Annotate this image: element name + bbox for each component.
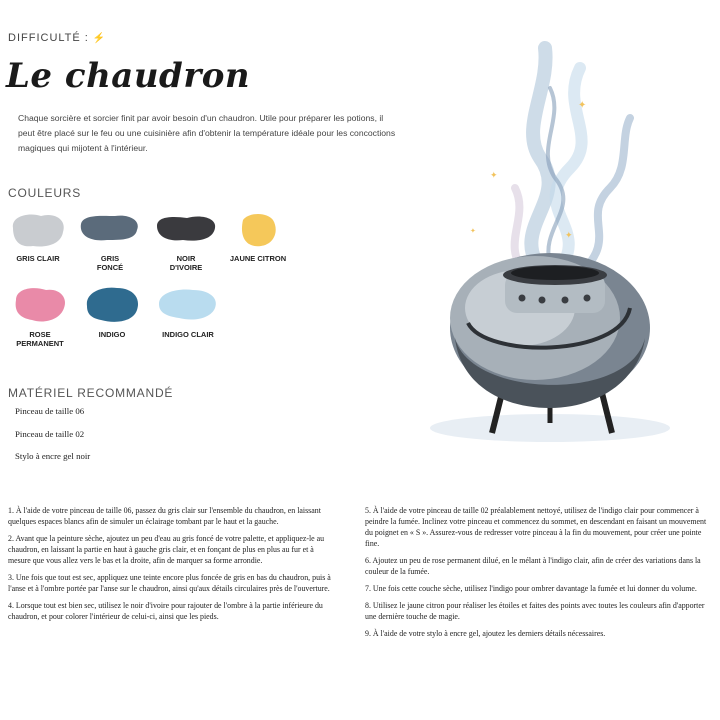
lightning-bolt-icon: ⚡ <box>92 33 107 44</box>
svg-text:✦: ✦ <box>578 100 587 111</box>
swatch-rose-permanent <box>4 284 76 348</box>
swatch-indigo-clair <box>152 284 224 339</box>
swatch-label: JAUNE CITRON <box>229 254 287 263</box>
colors-heading: COULEURS <box>8 186 82 200</box>
steps-right-column <box>365 505 710 645</box>
material-item: Pinceau de taille 02 <box>15 429 85 439</box>
paint-blob-icon <box>10 284 70 326</box>
swatch-gris-clair <box>2 210 74 263</box>
paint-blob-icon <box>155 284 221 326</box>
material-item: Stylo à encre gel noir <box>15 451 91 461</box>
paint-blob-icon <box>7 210 69 250</box>
step-item: 4. Lorsque tout est bien sec, utilisez le noir d'ivoire pour rajouter de l'ombre à la partie inférieure du chaudron, et pour colorer l'intérieur de celui-ci, ainsi que les pieds. <box>8 601 323 621</box>
swatch-label: GRIS CLAIR <box>16 254 60 263</box>
step-item: 9. À l'aide de votre stylo à encre gel, ajoutez les derniers détails nécessaires. <box>365 629 606 638</box>
swatch-indigo <box>76 284 148 339</box>
materials-heading: MATÉRIEL RECOMMANDÉ <box>8 386 174 400</box>
difficulty-label: DIFFICULTÉ : <box>8 32 89 44</box>
swatch-label: INDIGO <box>98 330 126 339</box>
step-item: 5. À l'aide de votre pinceau de taille 02 préalablement nettoyé, utilisez de l'indigo clair pour commencer à peindre la fumée. Inclinez votre pinceau et commencez du sommet, en descendant en faisant un mouvement du poignet en « S ». Assurez-vous de redresser votre pinceau à la fin du mouvement, pour créer une pointe fine. <box>365 506 707 548</box>
svg-text:✦: ✦ <box>565 230 573 240</box>
paint-blob-icon <box>153 210 219 250</box>
material-item: Pinceau de taille 06 <box>15 406 85 416</box>
step-item: 2. Avant que la peinture sèche, ajoutez un peu d'eau au gris foncé de votre palette, et appliquez-le au chaudron, en laissant la partie en haut à gauche gris clair, et en fonçant de plus en plus au fur et à mesure que vous allez vers le bas et la droite, afin de marquer sa forme arrondie. <box>8 534 325 565</box>
steps-left-column <box>8 505 338 628</box>
svg-text:✦: ✦ <box>470 228 476 235</box>
paint-blob-icon <box>81 284 143 326</box>
step-item: 1. À l'aide de votre pinceau de taille 06, passez du gris clair sur l'ensemble du chaudron, en laissant quelques espaces blancs afin de simuler un éclairage tombant par le haut et la gauche. <box>8 506 321 526</box>
swatch-noir-ivoire <box>150 210 222 272</box>
step-item: 7. Une fois cette couche sèche, utilisez l'indigo pour ombrer davantage la fumée et lui donner du volume. <box>365 584 697 593</box>
paint-blob-icon <box>77 210 143 250</box>
step-item: 8. Utilisez le jaune citron pour réaliser les étoiles et faites des points avec toutes les couleurs afin d'apporter une dernière touche de magie. <box>365 601 705 621</box>
swatch-jaune-citron <box>222 210 294 263</box>
swatch-label: NOIR D'IVOIRE <box>169 254 203 272</box>
difficulty-line <box>8 32 106 44</box>
cauldron-illustration <box>430 28 690 448</box>
page-title: Le chaudron <box>6 56 251 96</box>
paint-blob-icon <box>233 210 283 250</box>
step-item: 6. Ajoutez un peu de rose permanent dilué, en le mélant à l'indigo clair, afin de créer des variations dans la couleur de la fumée. <box>365 556 701 576</box>
swatch-label: INDIGO CLAIR <box>162 330 214 339</box>
swatch-label: GRIS FONCÉ <box>96 254 124 272</box>
intro-text: Chaque sorcière et sorcier finit par avoir besoin d'un chaudron. Utile pour préparer les potions, il peut être placé sur le feu ou une cuisinière afin d'obtenir la température idéale pour les concoctions magiques qui mijotent à l'intérieur. <box>18 113 396 153</box>
svg-text:✦: ✦ <box>490 170 498 180</box>
swatch-gris-fonce <box>74 210 146 272</box>
step-item: 3. Une fois que tout est sec, appliquez une teinte encore plus foncée de gris en bas du chaudron, puis à l'anse et à l'ombre portée par l'anse sur le chaudron, ainsi qu'aux détails circulaires près de l'ouverture. <box>8 573 331 593</box>
swatch-label: ROSE PERMANENT <box>16 330 64 348</box>
